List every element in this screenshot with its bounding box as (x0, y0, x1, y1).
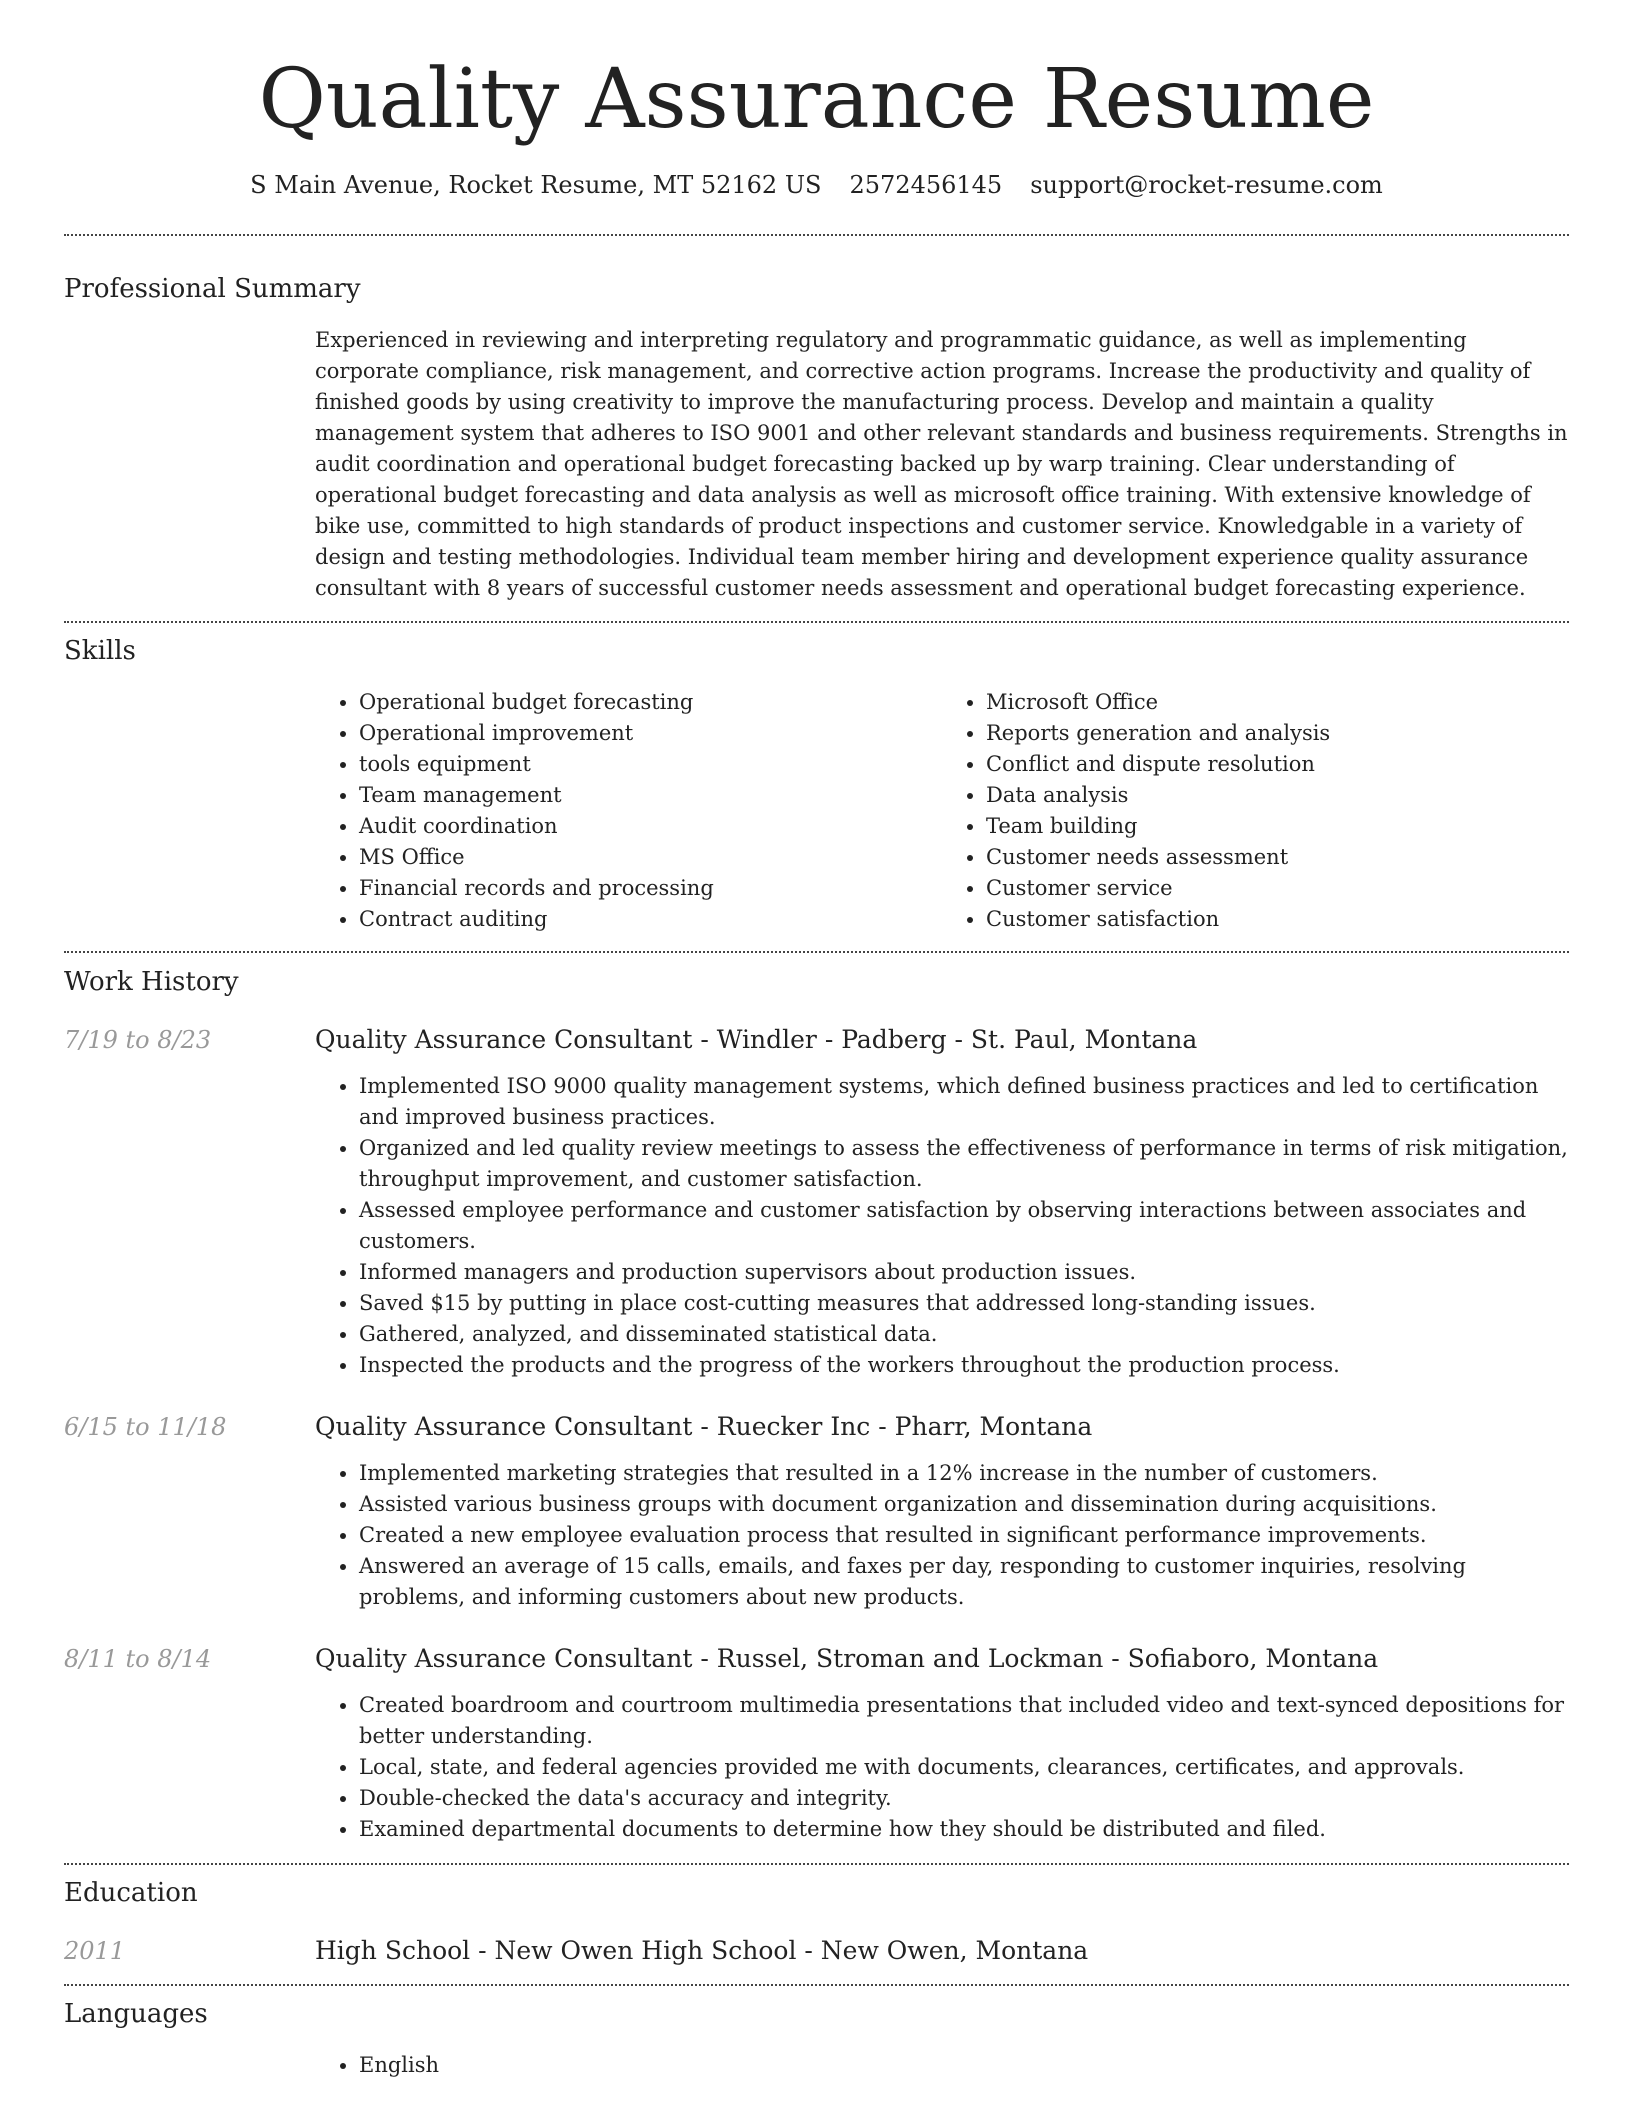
job-bullet: • Saved $15 by putting in place cost-cutting measures that addressed long-standing issues. (359, 1288, 1569, 1319)
section-heading-summary: Professional Summary (64, 274, 361, 304)
divider (64, 234, 1569, 236)
languages-list (315, 2050, 1569, 2081)
job-bullet: • Implemented ISO 9000 quality management systems, which defined business practices and led to certification and improved business practices. (359, 1071, 1569, 1133)
job-bullet: • Gathered, analyzed, and disseminated statistical data. (359, 1319, 1569, 1350)
divider (64, 951, 1569, 953)
job-title: Quality Assurance Consultant - Windler - Padberg - St. Paul, Montana (315, 1025, 1198, 1054)
job-dates: 8/11 to 8/14 (64, 1645, 212, 1673)
skill-item: • Financial records and processing (359, 873, 942, 904)
skill-item: • Customer service (986, 873, 1569, 904)
job-bullet: • Implemented marketing strategies that resulted in a 12% increase in the number of customers. (359, 1458, 1569, 1489)
languages-block (315, 2050, 1569, 2081)
skill-item: • Data analysis (986, 780, 1569, 811)
job-bullet: • Examined departmental documents to determine how they should be distributed and filed. (359, 1814, 1569, 1845)
skill-item: • MS Office (359, 842, 942, 873)
job-bullet: • Created boardroom and courtroom multimedia presentations that included video and text-synced depositions for better understanding. (359, 1690, 1569, 1752)
section-heading-education: Education (64, 1878, 198, 1908)
job-bullet: • Informed managers and production supervisors about production issues. (359, 1257, 1569, 1288)
skill-item: • Reports generation and analysis (986, 718, 1569, 749)
skill-item: • Conflict and dispute resolution (986, 749, 1569, 780)
skill-item: • Operational budget forecasting (359, 687, 942, 718)
job-entry (64, 1023, 1569, 1381)
section-heading-skills: Skills (64, 636, 136, 666)
job-bullets (315, 1071, 1569, 1381)
skill-item: • Microsoft Office (986, 687, 1569, 718)
skill-item: • tools equipment (359, 749, 942, 780)
divider (64, 1984, 1569, 1986)
resume-title: Quality Assurance Resume (258, 52, 1375, 147)
job-title: Quality Assurance Consultant - Ruecker Inc - Pharr, Montana (315, 1412, 1093, 1441)
job-dates: 7/19 to 8/23 (64, 1026, 212, 1054)
job-title: Quality Assurance Consultant - Russel, Stroman and Lockman - Sofiaboro, Montana (315, 1644, 1379, 1673)
skills-list-right (942, 687, 1569, 935)
divider (64, 1863, 1569, 1865)
job-bullet: • Assisted various business groups with document organization and dissemination during acquisitions. (359, 1489, 1569, 1520)
skill-item: • Operational improvement (359, 718, 942, 749)
skills-list-left (315, 687, 942, 935)
skill-item: • Customer satisfaction (986, 904, 1569, 935)
job-bullet: • Inspected the products and the progress of the workers throughout the production process. (359, 1350, 1569, 1381)
job-bullets (315, 1690, 1569, 1845)
job-bullets (315, 1458, 1569, 1613)
job-dates: 6/15 to 11/18 (64, 1413, 227, 1441)
job-entry (64, 1642, 1569, 1845)
language-item: • English (359, 2050, 1569, 2081)
skill-item: • Team building (986, 811, 1569, 842)
contact-phone: 2572456145 (849, 171, 1003, 199)
contact-email: support@rocket-resume.com (1030, 171, 1383, 199)
skill-item: • Audit coordination (359, 811, 942, 842)
education-title: High School - New Owen High School - New Owen, Montana (315, 1936, 1089, 1965)
job-bullet: • Local, state, and federal agencies provided me with documents, clearances, certificates, and approvals. (359, 1752, 1569, 1783)
section-heading-languages: Languages (64, 1999, 208, 2029)
section-heading-work: Work History (64, 967, 239, 997)
education-entry (64, 1934, 1569, 1968)
job-bullet: • Answered an average of 15 calls, emails, and faxes per day, responding to customer inquiries, resolving problems, and informing customers about new products. (359, 1551, 1569, 1613)
resume-page (64, 0, 1569, 2081)
job-bullet: • Double-checked the data's accuracy and integrity. (359, 1783, 1569, 1814)
skills-grid (315, 687, 1569, 935)
education-date: 2011 (64, 1937, 126, 1965)
job-entry (64, 1410, 1569, 1613)
divider (64, 621, 1569, 623)
job-bullet: • Assessed employee performance and customer satisfaction by observing interactions between associates and customers. (359, 1195, 1569, 1257)
skill-item: • Contract auditing (359, 904, 942, 935)
contact-line (64, 168, 1569, 202)
skill-item: • Team management (359, 780, 942, 811)
summary-text: Experienced in reviewing and interpreting regulatory and programmatic guidance, as well as implementing corporate compliance, risk management, and corrective action programs. Increase the productivity and quality of finished goods by using creativity to improve the manufacturing process. Develop and maintain a quality management system that adheres to ISO 9001 and other relevant standards and business requirements. Strengths in audit coordination and operational budget forecasting backed up by warp training. Clear understanding of operational budget forecasting and data analysis as well as microsoft office training. With extensive knowledge of bike use, committed to high standards of product inspections and customer service. Knowledgable in a variety of design and testing methodologies. Individual team member hiring and development experience quality assurance consultant with 8 years of successful customer needs assessment and operational budget forecasting experience. (315, 328, 1568, 600)
summary-block (315, 325, 1569, 604)
contact-address: S Main Avenue, Rocket Resume, MT 52162 US (250, 171, 822, 199)
job-bullet: • Organized and led quality review meetings to assess the effectiveness of performance in terms of risk mitigation, throughput improvement, and customer satisfaction. (359, 1133, 1569, 1195)
skill-item: • Customer needs assessment (986, 842, 1569, 873)
job-bullet: • Created a new employee evaluation process that resulted in significant performance improvements. (359, 1520, 1569, 1551)
